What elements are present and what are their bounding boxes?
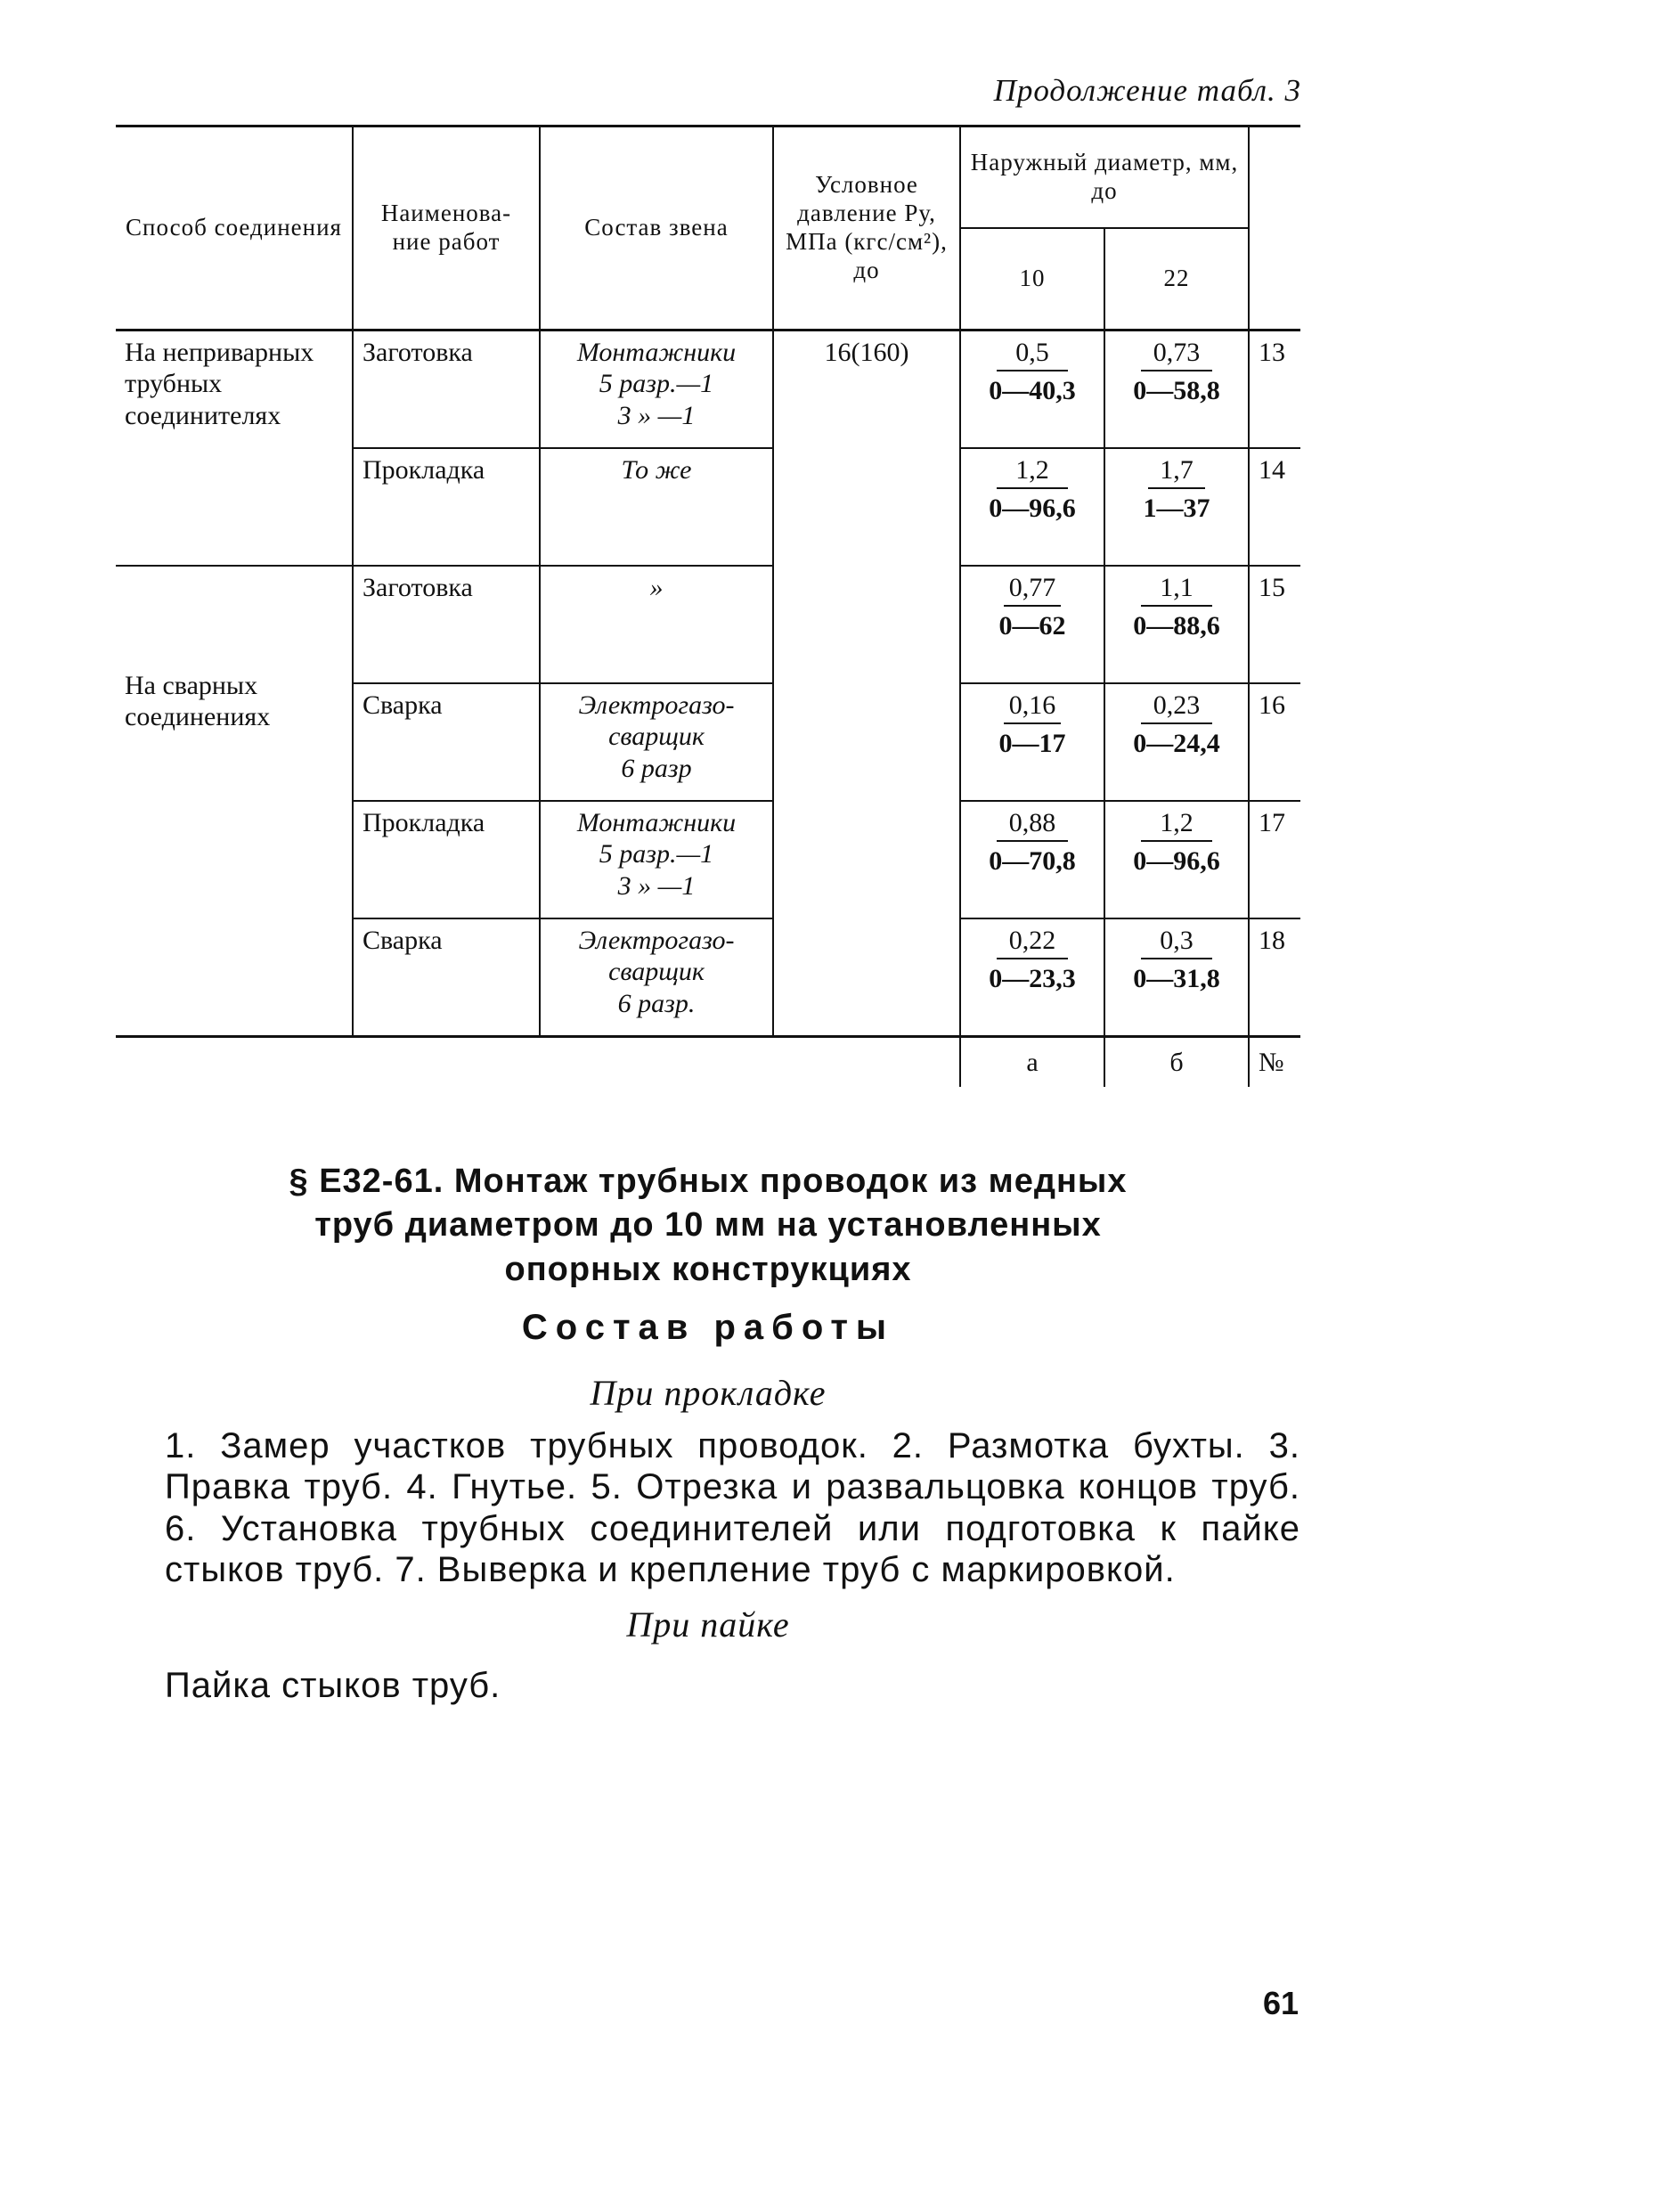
work-cell: Заготовка	[353, 566, 540, 683]
header-d22: 22	[1104, 228, 1249, 331]
norm-time: 0,23	[1141, 690, 1212, 724]
norm-price: 0—62	[998, 611, 1066, 641]
header-number	[1249, 127, 1300, 331]
norm-price: 0—96,6	[989, 494, 1076, 524]
crew-cell	[540, 801, 773, 918]
crew-line: 5 разр.—1	[599, 369, 714, 399]
row-number: 17	[1249, 801, 1300, 918]
norm-cell-b	[1104, 918, 1249, 1037]
norm-cell-b	[1104, 801, 1249, 918]
page-number: 61	[1262, 1985, 1299, 2021]
norm-time: 1,7	[1148, 454, 1206, 489]
norm-time: 0,16	[1004, 690, 1062, 724]
laying-heading: При прокладке	[590, 1373, 827, 1413]
work-composition-heading: Состав работы	[521, 1308, 895, 1347]
crew-line: Электрогазо-	[578, 926, 735, 955]
pressure-cell: 16(160)	[773, 331, 960, 1037]
norm-price: 0—58,8	[1133, 376, 1220, 406]
crew-line: 6 разр	[621, 753, 692, 783]
work-cell: Прокладка	[353, 448, 540, 566]
group-label-1: На неприварных трубных соединителях	[116, 331, 353, 567]
norm-time: 0,88	[997, 807, 1068, 842]
crew-line: сварщик	[608, 722, 705, 752]
norm-price: 0—23,3	[989, 964, 1076, 994]
norm-time: 0,77	[1004, 572, 1062, 607]
footer-col-b: б	[1104, 1037, 1249, 1088]
crew-line: 5 разр.—1	[599, 839, 714, 869]
norm-cell-b	[1104, 331, 1249, 449]
norm-time: 1,1	[1141, 572, 1212, 607]
section-title-line: § Е32-61. Монтаж трубных проводок из медных	[289, 1163, 1128, 1200]
crew-line: сварщик	[608, 957, 705, 987]
section-title	[116, 1160, 1300, 1292]
soldering-text: Пайка стыков труб.	[165, 1666, 501, 1705]
norm-price: 0—17	[998, 729, 1066, 759]
norm-cell-b	[1104, 566, 1249, 683]
table-row	[116, 566, 1300, 683]
norm-price: 0—70,8	[989, 846, 1076, 877]
footer-blank	[773, 1037, 960, 1088]
header-d10: 10	[960, 228, 1104, 331]
row-number: 14	[1249, 448, 1300, 566]
norm-cell-a	[960, 448, 1104, 566]
work-cell: Сварка	[353, 918, 540, 1037]
norm-price: 0—24,4	[1133, 729, 1220, 759]
work-cell: Заготовка	[353, 331, 540, 449]
norm-cell-b	[1104, 448, 1249, 566]
crew-line: Монтажники	[576, 808, 737, 837]
crew-line: Электрогазо-	[578, 690, 735, 720]
norm-time: 1,2	[1141, 807, 1212, 842]
norm-cell-a	[960, 918, 1104, 1037]
crew-line: 3 » —1	[617, 870, 696, 901]
table-footer-row	[116, 1037, 1300, 1088]
norm-cell-a	[960, 566, 1104, 683]
footer-blank	[353, 1037, 540, 1088]
norm-price: 0—96,6	[1133, 846, 1220, 877]
row-number: 18	[1249, 918, 1300, 1037]
section-title-line: труб диаметром до 10 мм на установленных	[314, 1206, 1102, 1245]
norm-price: 0—31,8	[1133, 964, 1220, 994]
row-number: 15	[1249, 566, 1300, 683]
norm-time: 0,22	[997, 925, 1068, 959]
crew-cell	[540, 683, 773, 801]
group-label-2	[116, 566, 353, 1037]
footer-blank	[540, 1037, 773, 1088]
norm-cell-a	[960, 683, 1104, 801]
soldering-heading: При пайке	[626, 1604, 790, 1645]
header-diameter: Наружный диаметр, мм, до	[960, 127, 1249, 229]
crew-line: То же	[621, 455, 692, 485]
norm-time: 0,5	[997, 337, 1068, 371]
header-pressure: Условное давление Pу, МПа (кгс/см²), до	[773, 127, 960, 331]
norm-cell-a	[960, 331, 1104, 449]
crew-cell	[540, 918, 773, 1037]
work-cell: Прокладка	[353, 801, 540, 918]
norm-cell-a	[960, 801, 1104, 918]
row-number: 16	[1249, 683, 1300, 801]
table-row	[116, 331, 1300, 449]
table-header-row	[116, 127, 1300, 229]
crew-line: »	[649, 573, 664, 602]
crew-cell	[540, 448, 773, 566]
laying-text: 1. Замер участков трубных проводок. 2. Размотка бухты. 3. Правка труб. 4. Гнутье. 5. Отрезка и развальцовка концов труб. 6. Установка трубных соединителей или подготовка к пайке стыков труб. 7. Выверка и крепление труб с маркировкой.	[165, 1426, 1300, 1590]
section-title-line: опорных конструкциях	[504, 1250, 912, 1288]
norm-price: 0—40,3	[989, 376, 1076, 406]
norm-time: 1,2	[997, 454, 1068, 489]
crew-line: Монтажники	[576, 338, 737, 367]
header-method: Способ соединения	[116, 127, 353, 331]
footer-col-no: №	[1249, 1037, 1300, 1088]
row-number: 13	[1249, 331, 1300, 449]
footer-col-a: а	[960, 1037, 1104, 1088]
crew-cell	[540, 566, 773, 683]
norm-time: 0,73	[1141, 337, 1212, 371]
norm-price: 1—37	[1143, 494, 1210, 524]
norm-time: 0,3	[1141, 925, 1212, 959]
header-crew: Состав звена	[540, 127, 773, 331]
table-continuation-label: Продолжение табл. 3	[993, 73, 1301, 108]
group-label-2-text: На сварных соединениях	[125, 670, 271, 731]
crew-line: 6 разр.	[617, 988, 696, 1018]
work-cell: Сварка	[353, 683, 540, 801]
norms-table	[116, 125, 1300, 1087]
norm-price: 0—88,6	[1133, 611, 1220, 641]
footer-blank	[116, 1037, 353, 1088]
norm-cell-b	[1104, 683, 1249, 801]
crew-line: 3 » —1	[617, 400, 696, 430]
crew-cell	[540, 331, 773, 449]
header-work: Наименова-ние работ	[353, 127, 540, 331]
